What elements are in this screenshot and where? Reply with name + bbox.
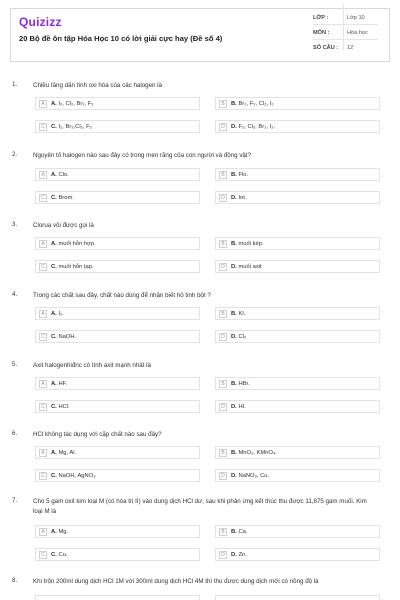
option-text: HCl.: [58, 403, 70, 410]
question-text: Clorua vôi được gọi là: [33, 222, 94, 229]
q4-option-d[interactable]: D D. Cl₂: [215, 330, 380, 343]
option-text: Ca.: [238, 528, 248, 535]
q2-option-c[interactable]: C C. Brom.: [35, 191, 200, 204]
question-number: 7.: [12, 497, 18, 504]
option-letter: B: [219, 449, 227, 457]
q6-option-d[interactable]: D D. NaNO₃, Cu.: [215, 469, 380, 482]
option-letter: A: [39, 380, 47, 388]
option-letter: D: [219, 472, 227, 480]
option-letter: C: [39, 472, 47, 480]
option-letter: C: [39, 403, 47, 411]
option-letter: B: [219, 380, 227, 388]
meta-count: [313, 42, 378, 55]
option-letter: A: [39, 449, 47, 457]
q7-option-a[interactable]: A A. Mg.: [35, 525, 200, 538]
q1-option-c[interactable]: C C. I₂, Br₂,Cl₂, F₂: [35, 120, 200, 133]
q4-option-c[interactable]: C C. NaOH.: [35, 330, 200, 343]
option-text: muối kép.: [238, 240, 264, 247]
q1-option-b[interactable]: B B. Br₂, F₂, Cl₂, I₂: [215, 97, 380, 110]
option-text: Cu.: [58, 551, 68, 558]
option-letter: A: [39, 171, 47, 179]
meta-subject-label: MÔN :: [313, 30, 330, 36]
question-text: Khi trộn 200ml dung dịch HCl 1M với 300ml dung dịch HCl 4M thì thu được dung dịch mới có nồng độ là: [33, 578, 319, 585]
option-letter: C: [39, 333, 47, 341]
meta-subject: [313, 27, 378, 40]
option-text: HF.: [58, 380, 68, 387]
option-text: Br₂, F₂, Cl₂, I₂: [238, 100, 274, 107]
option-letter: C: [39, 263, 47, 271]
option-letter: C: [39, 123, 47, 131]
question-number: 3.: [12, 221, 18, 228]
q4-option-b[interactable]: B B. KI.: [215, 307, 380, 320]
option-letter: B: [219, 310, 227, 318]
option-letter: B: [219, 100, 227, 108]
q3-option-c[interactable]: C C. muối hỗn tạp.: [35, 260, 200, 273]
q2-option-d[interactable]: D D. Iot.: [215, 191, 380, 204]
q2-option-b[interactable]: B B. Flo.: [215, 168, 380, 181]
option-letter: B: [219, 528, 227, 536]
option-letter: A: [39, 528, 47, 536]
meta-count-value: 12: [347, 45, 354, 51]
worksheet-title: 20 Bộ đề ôn tập Hóa Học 10 có lời giải cực hay (Đề số 4): [19, 34, 223, 43]
option-text: muối hỗn tạp.: [58, 263, 94, 270]
option-text: F₂, Cl₂, Br₂, I₂.: [238, 123, 276, 130]
option-text: Mg.: [58, 528, 69, 535]
question-number: 8.: [12, 577, 18, 584]
option-text: Iot.: [238, 194, 247, 201]
option-text: NaNO₃, Cu.: [238, 472, 270, 479]
question-number: 4.: [12, 291, 18, 298]
option-text: Cl₂: [238, 333, 247, 340]
option-letter: C: [39, 551, 47, 559]
option-text: NaOH, AgNO₃: [58, 472, 96, 479]
option-text: NaOH.: [58, 333, 77, 340]
question-text: Nguyên tố halogen nào sau đây có trong men răng của con người và động vật?: [33, 152, 252, 159]
q7-option-d[interactable]: D D. Zn.: [215, 548, 380, 561]
option-text: HI.: [238, 403, 246, 410]
option-text: MnO₂, KMnO₄.: [238, 449, 277, 456]
q6-option-b[interactable]: B B. MnO₂, KMnO₄.: [215, 446, 380, 459]
meta-count-label: SỐ CÂU :: [313, 45, 339, 51]
question-text: HCl không tác dụng với cặp chất nào sau đây?: [33, 431, 162, 438]
question-number: 2.: [12, 151, 18, 158]
meta-grade-value: Lớp 10: [347, 15, 365, 21]
option-text: I₂.: [58, 310, 64, 317]
q3-option-a[interactable]: A A. muối hỗn hợp.: [35, 237, 200, 250]
option-letter: D: [219, 194, 227, 202]
q4-option-a[interactable]: A A. I₂.: [35, 307, 200, 320]
q5-option-a[interactable]: A A. HF.: [35, 377, 200, 390]
question-number: 6.: [12, 430, 18, 437]
q3-option-b[interactable]: B B. muối kép.: [215, 237, 380, 250]
option-text: I₂, Br₂,Cl₂, F₂: [58, 123, 92, 130]
question-text: Chiều tăng dần tính oxi hóa của các halogen là: [33, 82, 163, 89]
meta-grade: [313, 12, 378, 25]
q8-option-a-partial[interactable]: [35, 595, 200, 600]
meta-subject-value: Hóa học: [347, 30, 368, 36]
question-text: Cho 5 gam oxit kim loại M (có hóa trị II) vào dung dịch HCl dư, sau khi phản ứng kết thúc thu được 11,875 gam muối. Kim loại M là: [33, 498, 367, 515]
option-letter: B: [219, 171, 227, 179]
option-text: Mg, Al.: [58, 449, 77, 456]
q5-option-d[interactable]: D D. HI.: [215, 400, 380, 413]
question-number: 5.: [12, 361, 18, 368]
option-letter: D: [219, 403, 227, 411]
q6-option-c[interactable]: C C. NaOH, AgNO₃: [35, 469, 200, 482]
q1-option-d[interactable]: D D. F₂, Cl₂, Br₂, I₂.: [215, 120, 380, 133]
option-letter: B: [219, 240, 227, 248]
option-text: HBr.: [238, 380, 250, 387]
option-text: Brom.: [58, 194, 74, 201]
option-text: Flo.: [238, 171, 249, 178]
question-number: 1.: [12, 81, 18, 88]
meta-grade-label: LỚP :: [313, 15, 329, 21]
option-text: KI.: [238, 310, 246, 317]
option-text: Zn.: [238, 551, 247, 558]
option-letter: D: [219, 551, 227, 559]
q7-option-c[interactable]: C C. Cu.: [35, 548, 200, 561]
option-text: muối axit: [238, 263, 262, 270]
option-text: muối hỗn hợp.: [58, 240, 96, 247]
option-letter: D: [219, 123, 227, 131]
q3-option-d[interactable]: D D. muối axit: [215, 260, 380, 273]
question-text: Axit halogenhiđric có tính axit mạnh nhất là: [33, 362, 151, 369]
option-text: I₂, Cl₂, Br₂, F₂: [58, 100, 94, 107]
q5-option-b[interactable]: B B. HBr.: [215, 377, 380, 390]
q5-option-c[interactable]: C C. HCl.: [35, 400, 200, 413]
option-letter: A: [39, 310, 47, 318]
q8-option-b-partial[interactable]: [215, 595, 380, 600]
quizizz-logo: Quizizz: [19, 15, 62, 29]
question-text: Trong các chất sau đây, chất nào dùng để nhận biết hồ tinh bột ?: [33, 292, 211, 299]
option-letter: A: [39, 100, 47, 108]
option-letter: C: [39, 194, 47, 202]
q1-option-a[interactable]: A A. I₂, Cl₂, Br₂, F₂: [35, 97, 200, 110]
q6-option-a[interactable]: A A. Mg, Al.: [35, 446, 200, 459]
q2-option-a[interactable]: A A. Clo.: [35, 168, 200, 181]
option-letter: D: [219, 333, 227, 341]
option-letter: A: [39, 240, 47, 248]
option-letter: D: [219, 263, 227, 271]
option-text: Clo.: [58, 171, 69, 178]
q7-option-b[interactable]: B B. Ca.: [215, 525, 380, 538]
